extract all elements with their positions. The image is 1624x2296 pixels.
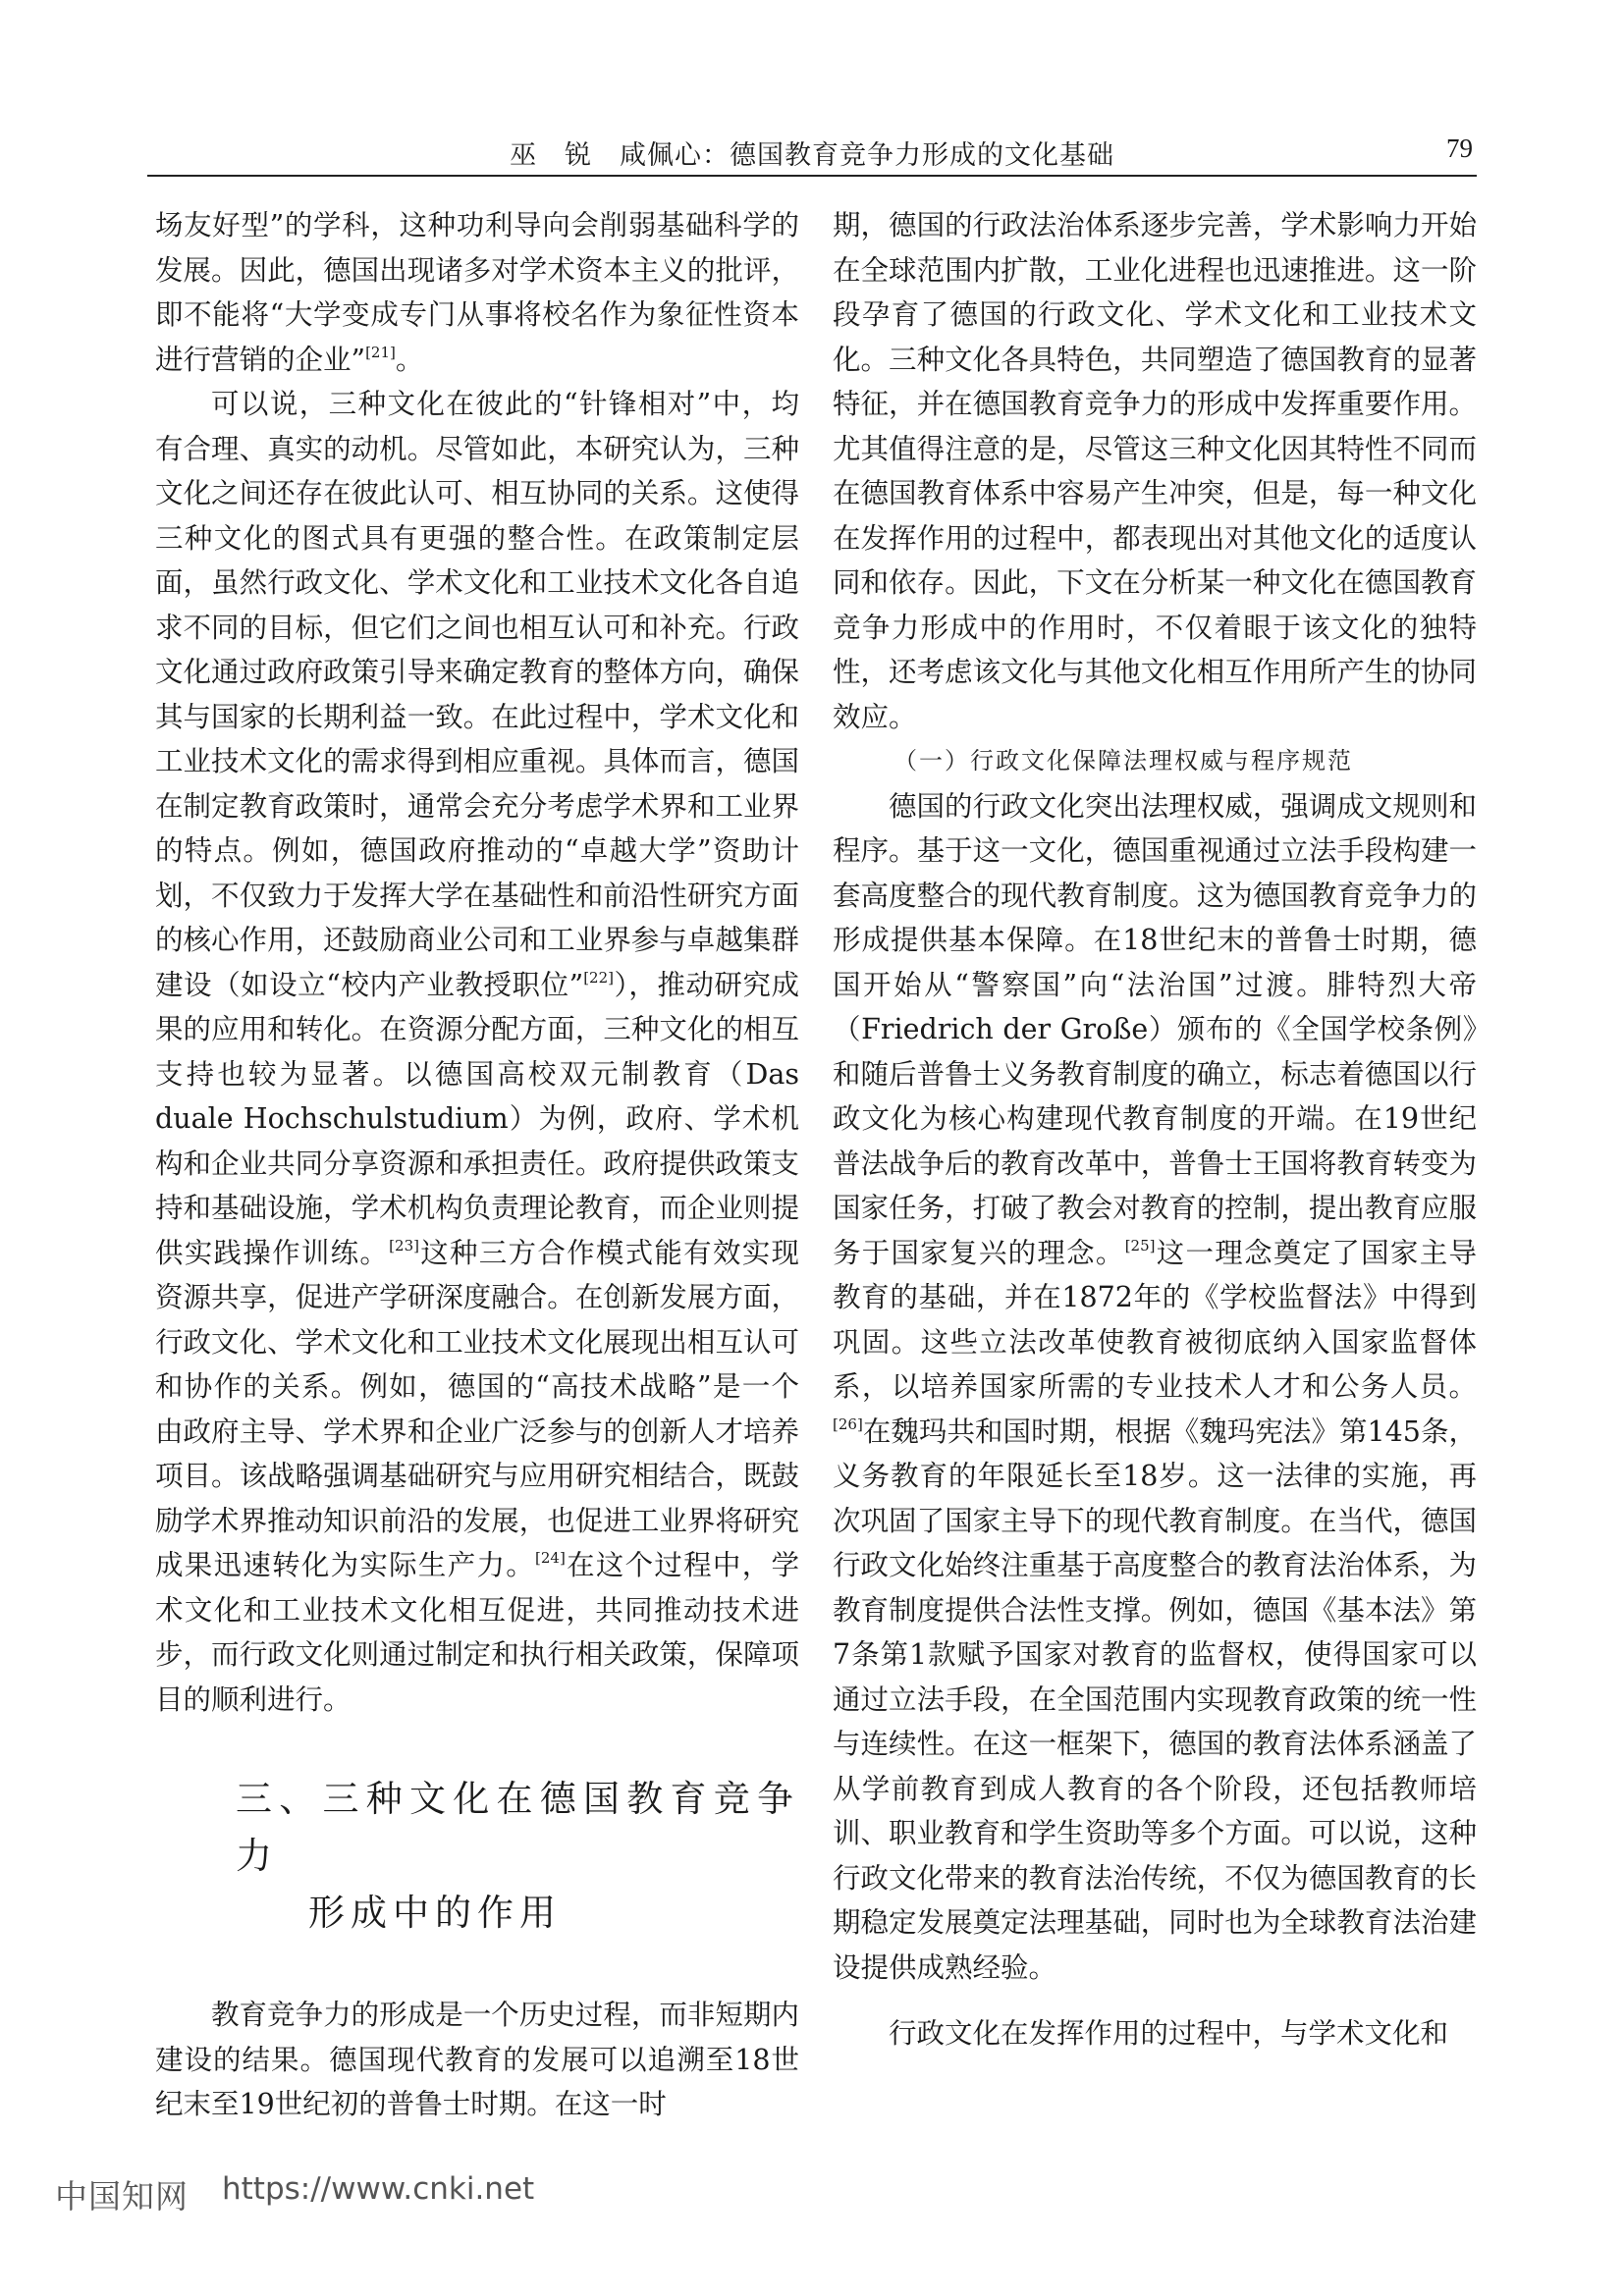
paragraph: 行政文化在发挥作用的过程中，与学术文化和 <box>889 2017 1449 2050</box>
reference-marker[interactable]: [25] <box>1124 1236 1156 1255</box>
page-number: 79 <box>1446 133 1473 163</box>
paragraph: 期，德国的行政法治体系逐步完善，学术影响力开始在全球范围内扩散，工业化进程也迅速推进。这一阶段孕育了德国的行政文化、学术文化和工业技术文化。三种文化各具特色，共同塑造了德国教育的显著特征，并在德国教育竞争力的形成中发挥重要作用。尤其值得注意的是，尽管这三种文化因其特性不同而在德国教育体系中容易产生冲突，但是，每一种文化在发挥作用的过程中，都表现出对其他文化的适度认同和依存。因此，下文在分析某一种文化在德国教育竞争力形成中的作用时，不仅着眼于该文化的独特性，还考虑该文化与其他文化相互作用所产生的协同效应。 <box>833 209 1477 733</box>
paragraph: 场友好型”的学科，这种功利导向会削弱基础科学的发展。因此，德国出现诸多对学术资本主义的批评，即不能将“大学变成专门从事将校名作为象征性资本进行营销的企业”[21]。 <box>155 209 799 376</box>
paragraph: 可以说，三种文化在彼此的“针锋相对”中，均有合理、真实的动机。尽管如此，本研究认为，三种文化之间还存在彼此认可、相互协同的关系。这使得三种文化的图式具有更强的整合性。在政策制定层面，虽然行政文化、学术文化和工业技术文化各自追求不同的目标，但它们之间也相互认可和补充。行政文化通过政府政策引导来确定教育的整体方向，确保其与国家的长期利益一致。在此过程中，学术文化和工业技术文化的需求得到相应重视。具体而言，德国在制定教育政策时，通常会充分考虑学术界和工业界的特点。例如，德国政府推动的“卓越大学”资助计划，不仅致力于发挥大学在基础性和前沿性研究方面的核心作用，还鼓励商业公司和工业界参与卓越集群建设（如设立“校内产业教授职位”[22]），推动研究成果的应用和转化。在资源分配方面，三种文化的相互支持也较为显著。以德国高校双元制教育（Das duale Hochschulstudium）为例，政府、学术机构和企业共同分享资源和承担责任。政府提供政策支持和基础设施，学术机构负责理论教育，而企业则提供实践操作训练。[23]这种三方合作模式能有效实现资源共享，促进产学研深度融合。在创新发展方面，行政文化、学术文化和工业技术文化展现出相互认可和协作的关系。例如，德国的“高技术战略”是一个由政府主导、学术界和企业广泛参与的创新人才培养项目。该战略强调基础研究与应用研究相结合，既鼓励学术界推动知识前沿的发展，也促进工业界将研究成果迅速转化为实际生产力。[24]在这个过程中，学术文化和工业技术文化相互促进，共同推动技术进步，而行政文化则通过制定和执行相关政策，保障项目的顺利进行。 <box>155 388 799 1716</box>
running-header <box>147 132 1477 177</box>
reference-marker[interactable]: [24] <box>535 1549 566 1567</box>
section-heading-line2: 形成中的作用 <box>308 1892 562 1934</box>
cnki-url[interactable]: https://www.cnki.net <box>222 2171 535 2207</box>
left-column <box>155 203 799 2127</box>
paragraph: 德国的行政文化突出法理权威，强调成文规则和程序。基于这一文化，德国重视通过立法手段构建一套高度整合的现代教育制度。这为德国教育竞争力的形成提供基本保障。在18世纪末的普鲁士时期，德国开始从“警察国”向“法治国”过渡。腓特烈大帝（Friedrich der Große）颁布的《全国学校条例》和随后普鲁士义务教育制度的确立，标志着德国以行政文化为核心构建现代教育制度的开端。在19世纪普法战争后的教育改革中，普鲁士王国将教育转变为国家任务，打破了教会对教育的控制，提出教育应服务于国家复兴的理念。[25]这一理念奠定了国家主导教育的基础，并在1872年的《学校监督法》中得到巩固。这些立法改革使教育被彻底纳入国家监督体系，以培养国家所需的专业技术人才和公务人员。[26]在魏玛共和国时期，根据《魏玛宪法》第145条，义务教育的年限延长至18岁。这一法律的实施，再次巩固了国家主导下的现代教育制度。在当代，德国行政文化始终注重基于高度整合的教育法治体系，为教育制度提供合法性支撑。例如，德国《基本法》第7条第1款赋予国家对教育的监督权，使得国家可以通过立法手段，在全国范围内实现教育政策的统一性与连续性。在这一框架下，德国的教育法体系涵盖了从学前教育到成人教育的各个阶段，还包括教师培训、职业教育和学生资助等多个方面。可以说，这种行政文化带来的教育法治传统，不仅为德国教育的长期稳定发展奠定法理基础，同时也为全球教育法治建设提供成熟经验。 <box>833 789 1477 1984</box>
reference-marker[interactable]: [26] <box>833 1415 863 1433</box>
cnki-logo: 中国知网 <box>55 2177 189 2216</box>
running-header-title: 巫 锐 咸佩心：德国教育竞争力形成的文化基础 <box>510 140 1114 171</box>
reference-marker[interactable]: [21] <box>365 343 396 361</box>
paragraph: 教育竞争力的形成是一个历史过程，而非短期内建设的结果。德国现代教育的发展可以追溯至18世纪末至19世纪初的普鲁士时期。在这一时 <box>155 1999 799 2120</box>
subsection-heading: （一）行政文化保障法理权威与程序规范 <box>893 747 1353 774</box>
section-heading <box>155 1771 799 1942</box>
reference-marker[interactable]: [22] <box>583 968 614 987</box>
right-column <box>833 203 1477 2056</box>
section-heading-line1: 三、三种文化在德国教育竞争力 <box>236 1778 799 1877</box>
reference-marker[interactable]: [23] <box>389 1236 419 1255</box>
